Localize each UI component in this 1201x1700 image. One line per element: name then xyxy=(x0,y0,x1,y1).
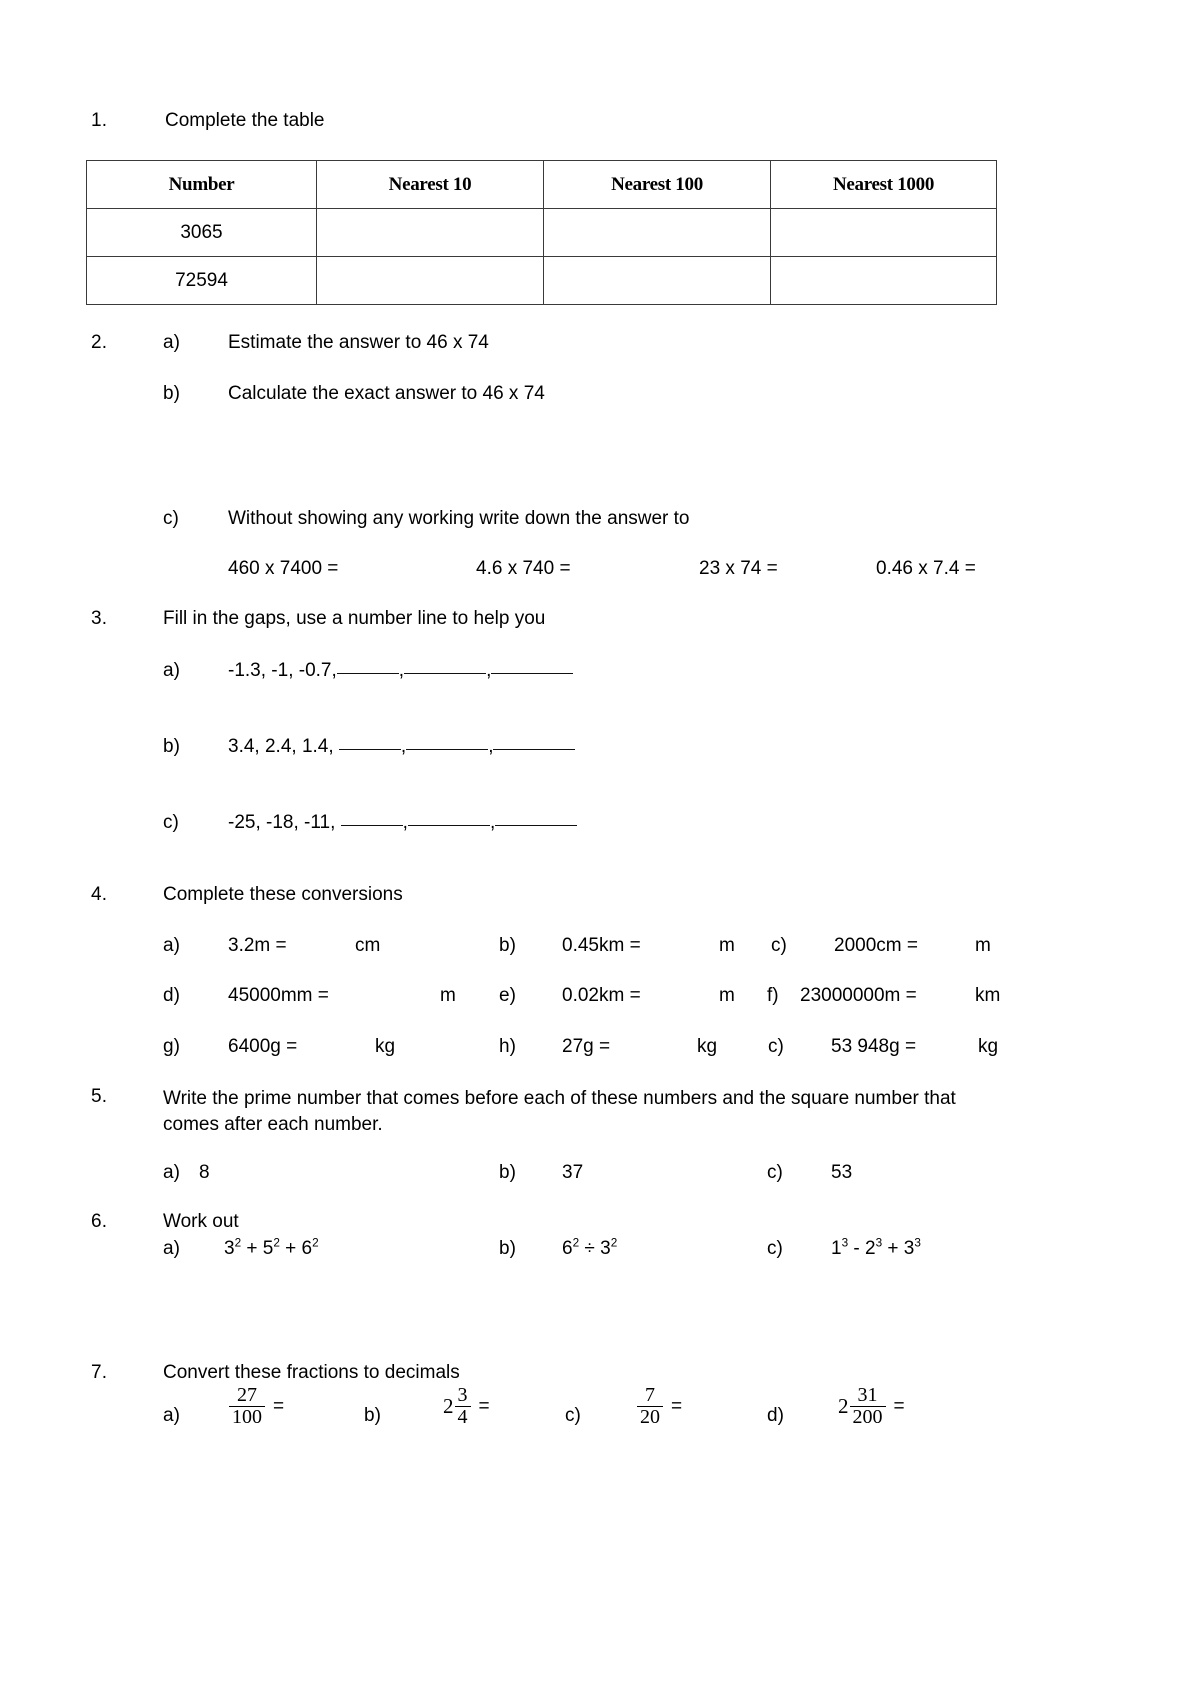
answer-blank[interactable] xyxy=(337,673,399,674)
question-7b-letter: b) xyxy=(364,1405,381,1426)
question-3c-sequence: -25, -18, -11, , , xyxy=(228,812,577,834)
question-4h-unit: kg xyxy=(697,1036,718,1057)
equals-sign: = xyxy=(893,1395,905,1417)
question-5b-letter: b) xyxy=(499,1162,516,1183)
question-6-number: 6. xyxy=(91,1211,108,1232)
answer-blank[interactable] xyxy=(406,749,488,750)
table-cell-number: 72594 xyxy=(87,257,317,305)
equals-sign: = xyxy=(273,1395,285,1417)
table-cell-answer[interactable] xyxy=(317,209,544,257)
question-6c-expression: $1^3 - 2^3 + 3^3$ xyxy=(831,1236,921,1259)
question-4c-letter: c) xyxy=(771,935,787,956)
question-4g-unit: kg xyxy=(375,1036,396,1057)
question-4b-letter: b) xyxy=(499,935,516,956)
fraction-numerator: 27 xyxy=(237,1384,257,1406)
question-4f-unit: km xyxy=(975,985,1001,1006)
equals-sign: = xyxy=(478,1395,490,1417)
question-5-number: 5. xyxy=(91,1086,108,1107)
question-7d-fraction xyxy=(838,1385,905,1428)
question-4d-question: 45000mm = xyxy=(228,985,329,1006)
question-4-number: 4. xyxy=(91,884,108,905)
question-4e-unit: m xyxy=(719,985,735,1006)
question-2c-text: Without showing any working write down the answer to xyxy=(228,508,690,529)
question-4c-question: 2000cm = xyxy=(834,935,918,956)
answer-blank[interactable] xyxy=(408,825,490,826)
question-6b-expression: $6^2 \div 3^2$ xyxy=(562,1236,618,1259)
question-2c-expression-3: 23 x 74 = xyxy=(699,558,778,579)
question-5-prompt: Write the prime number that comes before each of these numbers and the square number that comes after each number. xyxy=(163,1088,956,1135)
question-5c-value: 53 xyxy=(831,1162,853,1183)
question-4-prompt: Complete these conversions xyxy=(163,884,403,905)
question-3a-given: -1.3, -1, -0.7, xyxy=(228,660,337,681)
fraction-numerator: 31 xyxy=(857,1384,878,1406)
question-7d-letter: d) xyxy=(767,1405,784,1426)
question-7c-fraction xyxy=(636,1385,682,1428)
question-2b-text: Calculate the exact answer to 46 x 74 xyxy=(228,383,545,404)
fraction-glyph xyxy=(850,1385,886,1428)
question-2-number: 2. xyxy=(91,332,108,353)
fraction-denominator: 100 xyxy=(229,1406,265,1428)
question-3b-letter: b) xyxy=(163,736,180,757)
question-6a-expression: $3^2 + 5^2 + 6^2$ xyxy=(224,1236,319,1259)
fraction-numerator: 3 xyxy=(457,1384,468,1406)
question-7-number: 7. xyxy=(91,1362,108,1383)
fraction-glyph xyxy=(637,1385,663,1428)
question-2c-expression-4: 0.46 x 7.4 = xyxy=(876,558,976,579)
question-6b-letter: b) xyxy=(499,1238,516,1259)
table-cell-answer[interactable] xyxy=(771,209,997,257)
question-4a-letter: a) xyxy=(163,935,180,956)
answer-blank[interactable] xyxy=(491,673,573,674)
question-3b-sequence: 3.4, 2.4, 1.4, , , xyxy=(228,736,575,758)
question-2a-text: Estimate the answer to 46 x 74 xyxy=(228,332,489,353)
fraction-denominator: 20 xyxy=(637,1406,663,1428)
question-2a-letter: a) xyxy=(163,332,180,353)
question-7b-fraction xyxy=(443,1385,490,1428)
table-cell-answer[interactable] xyxy=(771,257,997,305)
question-2c-expression-2: 4.6 x 740 = xyxy=(476,558,571,579)
table-row xyxy=(87,209,997,257)
question-6-prompt: Work out xyxy=(163,1211,239,1232)
table-cell-answer[interactable] xyxy=(317,257,544,305)
question-5c-letter: c) xyxy=(767,1162,783,1183)
question-6c-letter: c) xyxy=(767,1238,783,1259)
question-1-number: 1. xyxy=(91,110,108,131)
question-4h-question: 27g = xyxy=(562,1036,611,1057)
question-2c-letter: c) xyxy=(163,508,179,529)
question-7-prompt: Convert these fractions to decimals xyxy=(163,1362,460,1383)
answer-blank[interactable] xyxy=(493,749,575,750)
question-4i-unit: kg xyxy=(978,1036,999,1057)
table-header-nearest-100: Nearest 100 xyxy=(544,161,771,209)
question-7d-whole: 2 xyxy=(838,1394,849,1418)
question-4f-letter: f) xyxy=(767,985,779,1006)
question-3c-letter: c) xyxy=(163,812,179,833)
question-4h-letter: h) xyxy=(499,1036,516,1057)
table-cell-answer[interactable] xyxy=(544,257,771,305)
fraction-numerator: 7 xyxy=(645,1384,655,1406)
question-1-prompt: Complete the table xyxy=(165,110,325,131)
question-7c-letter: c) xyxy=(565,1405,581,1426)
question-2c-expression-1: 460 x 7400 = xyxy=(228,558,339,579)
question-3c-given: -25, -18, -11, xyxy=(228,812,336,833)
answer-blank[interactable] xyxy=(495,825,577,826)
table-row xyxy=(87,257,997,305)
table-header-nearest-1000: Nearest 1000 xyxy=(771,161,997,209)
fraction-glyph xyxy=(455,1385,471,1428)
question-7a-fraction xyxy=(228,1385,284,1428)
answer-blank[interactable] xyxy=(339,749,401,750)
fraction-denominator: 4 xyxy=(455,1406,471,1428)
table-header-number: Number xyxy=(87,161,317,209)
question-4f-question: 23000000m = xyxy=(800,985,917,1006)
question-7a-letter: a) xyxy=(163,1405,180,1426)
question-4b-question: 0.45km = xyxy=(562,935,641,956)
question-3-prompt: Fill in the gaps, use a number line to help you xyxy=(163,608,546,629)
question-4i-letter: c) xyxy=(768,1036,784,1057)
table-cell-number: 3065 xyxy=(87,209,317,257)
question-6a-letter: a) xyxy=(163,1238,180,1259)
answer-blank[interactable] xyxy=(341,825,403,826)
rounding-table xyxy=(86,160,997,305)
question-4a-unit: cm xyxy=(355,935,381,956)
question-7b-whole: 2 xyxy=(443,1394,454,1418)
question-4d-letter: d) xyxy=(163,985,180,1006)
equals-sign: = xyxy=(671,1395,683,1417)
question-4c-unit: m xyxy=(975,935,991,956)
question-4i-question: 53 948g = xyxy=(831,1036,917,1057)
question-3a-sequence: -1.3, -1, -0.7, , , xyxy=(228,660,573,682)
question-3-number: 3. xyxy=(91,608,108,629)
question-5a-value: 8 xyxy=(199,1162,210,1183)
answer-blank[interactable] xyxy=(404,673,486,674)
question-3a-letter: a) xyxy=(163,660,180,681)
question-4g-question: 6400g = xyxy=(228,1036,298,1057)
question-4b-unit: m xyxy=(719,935,735,956)
question-4e-question: 0.02km = xyxy=(562,985,641,1006)
table-header-nearest-10: Nearest 10 xyxy=(317,161,544,209)
question-3b-given: 3.4, 2.4, 1.4, xyxy=(228,736,334,757)
question-2b-letter: b) xyxy=(163,383,180,404)
question-5a-letter: a) xyxy=(163,1162,180,1183)
table-cell-answer[interactable] xyxy=(544,209,771,257)
question-4a-question: 3.2m = xyxy=(228,935,287,956)
fraction-denominator: 200 xyxy=(850,1406,886,1428)
question-4e-letter: e) xyxy=(499,985,516,1006)
fraction-glyph xyxy=(229,1385,265,1428)
question-4g-letter: g) xyxy=(163,1036,180,1057)
question-4d-unit: m xyxy=(440,985,456,1006)
table-header-row xyxy=(87,161,997,209)
question-5b-value: 37 xyxy=(562,1162,584,1183)
